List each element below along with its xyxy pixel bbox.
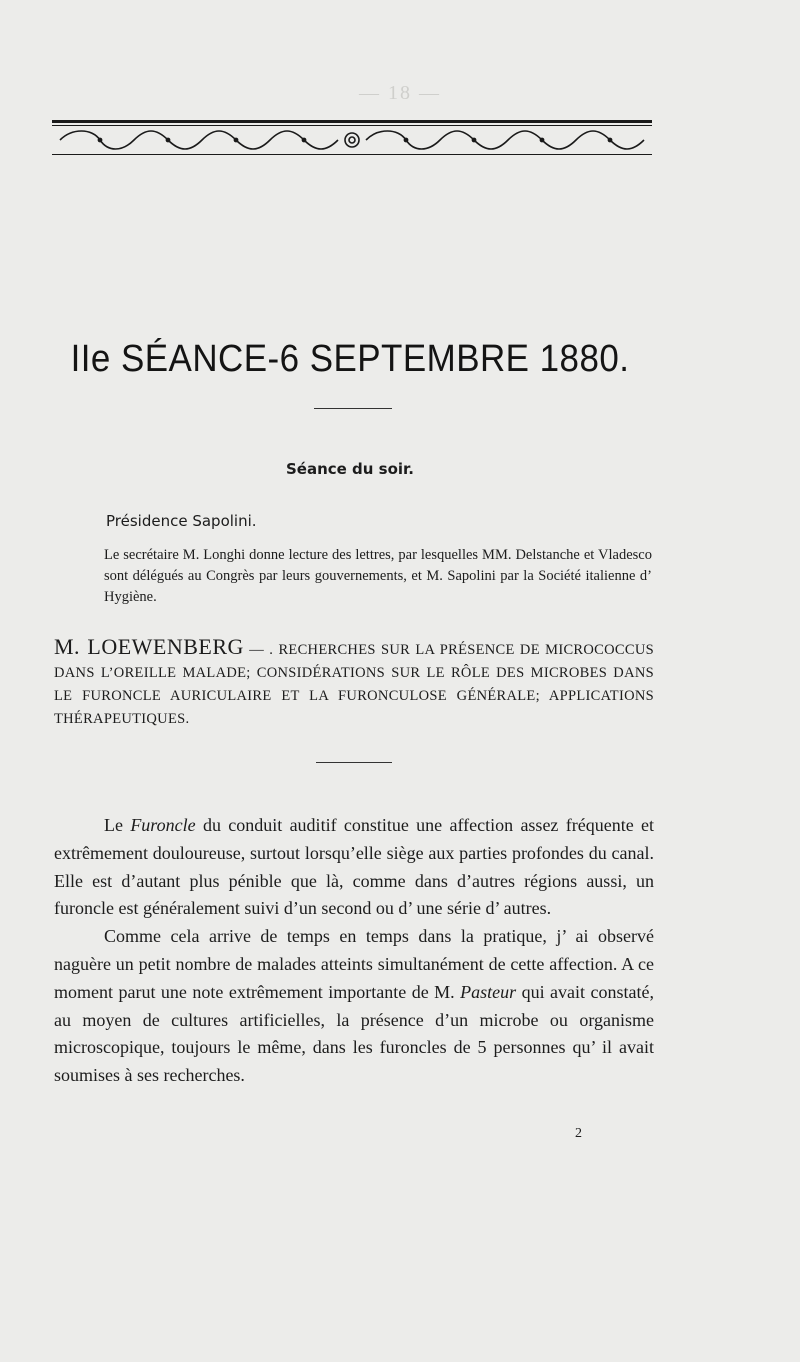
paragraph: Le Furoncle du conduit auditif constitue une affection assez fréquente et extrêmement douloureuse, surtout lorsqu’elle siège aux parties profondes du canal. Elle est d’autant plus pénible que là, comme dans d’autres régions aussi, un furoncle est généralement suivi d’un second ou d’ une série d’ autres. bbox=[54, 815, 655, 919]
paper-heading-text bbox=[54, 635, 654, 731]
notice-text: Le secrétaire M. Longhi donne lecture des lettres, par lesquelles MM. Delstanche et Vladesco sont délégués au Congrès par leurs gouvernements, et M. Sapolini par la Société italienne d’ Hygiène. bbox=[104, 547, 652, 605]
paper-title: — . RECHERCHES SUR LA PRÉSENCE DE MICROCOCCUS DANS L’OREILLE MALADE; CONSIDÉRATIONS SUR LE RÔLE DES MICROBES DANS LE FURONCLE AURICULAIRE ET LA FURONCULOSE GÉNÉRALE; APPLICATIONS THÉRAPEUTIQUES. bbox=[54, 642, 654, 727]
secretary-notice bbox=[104, 545, 652, 608]
session-title: IIe SÉANCE-6 SEPTEMBRE 1880. bbox=[70, 338, 630, 380]
presidence-line: Présidence Sapolini. bbox=[106, 512, 257, 530]
page-number: — 18 — bbox=[359, 82, 441, 104]
body-text bbox=[54, 812, 654, 1090]
session-subtitle: Séance du soir. bbox=[285, 460, 415, 478]
title-rule bbox=[314, 408, 392, 409]
heading-rule bbox=[316, 762, 392, 763]
ornamental-header-band bbox=[52, 118, 652, 160]
signature-mark: 2 bbox=[575, 1126, 582, 1141]
paragraph: Comme cela arrive de temps en temps dans la pratique, j’ ai observé naguère un petit nombre de malades atteints simultanément de cette affection. A ce moment parut une note extrêmement importante de M. Pasteur qui avait constaté, au moyen de cultures artificielles, la présence d’un microbe ou organisme microscopique, toujours le même, dans les furoncles de 5 personnes qu’ il avait soumises à ses recherches. bbox=[54, 926, 654, 1086]
speaker-name: M. LOEWENBERG bbox=[54, 634, 244, 659]
